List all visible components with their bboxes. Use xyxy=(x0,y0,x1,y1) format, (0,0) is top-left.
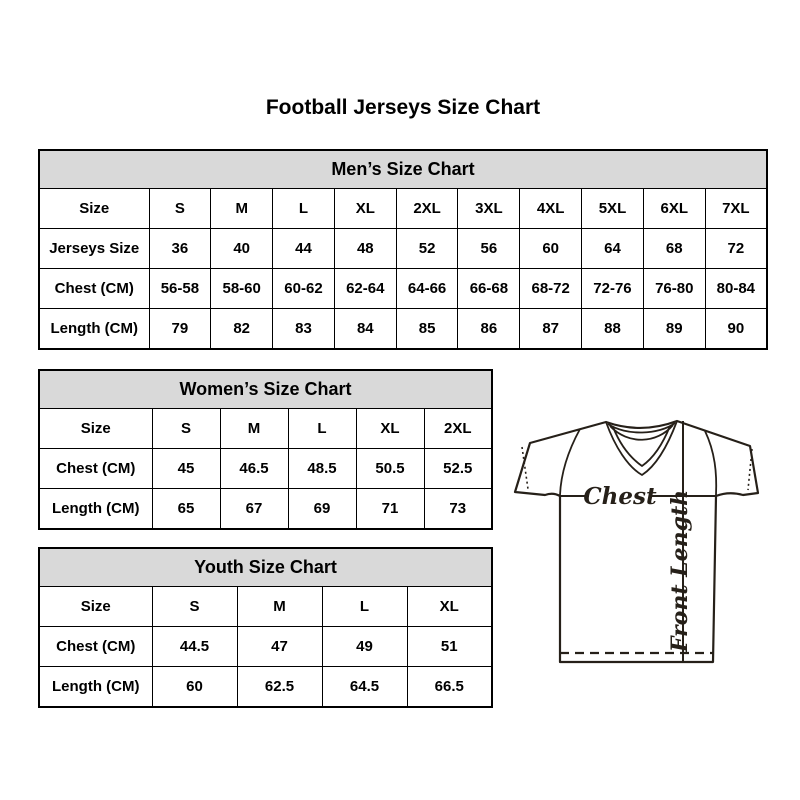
size-value: L xyxy=(322,587,407,627)
size-value: 45 xyxy=(152,449,220,489)
size-value: L xyxy=(273,189,335,229)
size-value: 66.5 xyxy=(407,667,492,708)
youth-size-table xyxy=(38,547,493,708)
table-row xyxy=(39,587,492,627)
size-value: 89 xyxy=(643,309,705,350)
size-value: 46.5 xyxy=(220,449,288,489)
table-row xyxy=(39,667,492,708)
table-row xyxy=(39,627,492,667)
table-header-row xyxy=(39,150,767,189)
row-label: Size xyxy=(39,409,152,449)
row-label: Chest (CM) xyxy=(39,627,152,667)
size-value: 56-58 xyxy=(149,269,211,309)
size-value: 2XL xyxy=(396,189,458,229)
size-value: 73 xyxy=(424,489,492,530)
size-value: 3XL xyxy=(458,189,520,229)
size-value: 6XL xyxy=(643,189,705,229)
size-value: 64-66 xyxy=(396,269,458,309)
table-title: Women’s Size Chart xyxy=(39,370,492,409)
size-value: 40 xyxy=(211,229,273,269)
size-value: 60 xyxy=(152,667,237,708)
front-length-label: Front Length xyxy=(667,489,693,653)
size-value: 52 xyxy=(396,229,458,269)
size-value: 2XL xyxy=(424,409,492,449)
size-value: 62-64 xyxy=(334,269,396,309)
size-value: 64.5 xyxy=(322,667,407,708)
table-row xyxy=(39,309,767,350)
size-value: L xyxy=(288,409,356,449)
table-row xyxy=(39,489,492,530)
row-label: Size xyxy=(39,189,149,229)
size-value: 62.5 xyxy=(237,667,322,708)
size-value: 64 xyxy=(582,229,644,269)
table-row xyxy=(39,409,492,449)
size-value: 49 xyxy=(322,627,407,667)
size-value: 79 xyxy=(149,309,211,350)
table-row xyxy=(39,189,767,229)
size-value: 68-72 xyxy=(520,269,582,309)
size-value: 60-62 xyxy=(273,269,335,309)
size-value: 86 xyxy=(458,309,520,350)
size-value: M xyxy=(211,189,273,229)
size-value: 69 xyxy=(288,489,356,530)
size-value: 56 xyxy=(458,229,520,269)
size-value: 48.5 xyxy=(288,449,356,489)
size-value: S xyxy=(152,587,237,627)
row-label: Length (CM) xyxy=(39,489,152,530)
size-value: 66-68 xyxy=(458,269,520,309)
size-value: 68 xyxy=(643,229,705,269)
size-value: S xyxy=(152,409,220,449)
size-value: 85 xyxy=(396,309,458,350)
size-value: 67 xyxy=(220,489,288,530)
size-value: 65 xyxy=(152,489,220,530)
size-value: 4XL xyxy=(520,189,582,229)
size-value: 58-60 xyxy=(211,269,273,309)
size-value: 71 xyxy=(356,489,424,530)
size-value: 36 xyxy=(149,229,211,269)
size-value: 51 xyxy=(407,627,492,667)
size-value: XL xyxy=(407,587,492,627)
row-label: Jerseys Size xyxy=(39,229,149,269)
size-value: XL xyxy=(334,189,396,229)
chest-label: Chest xyxy=(583,483,657,510)
size-value: 52.5 xyxy=(424,449,492,489)
size-value: 83 xyxy=(273,309,335,350)
size-value: 44.5 xyxy=(152,627,237,667)
row-label: Length (CM) xyxy=(39,309,149,350)
size-value: 5XL xyxy=(582,189,644,229)
size-value: 88 xyxy=(582,309,644,350)
row-label: Size xyxy=(39,587,152,627)
size-value: 72 xyxy=(705,229,767,269)
table-title: Men’s Size Chart xyxy=(39,150,767,189)
womens-size-table xyxy=(38,369,493,530)
table-row xyxy=(39,229,767,269)
table-title: Youth Size Chart xyxy=(39,548,492,587)
row-label: Chest (CM) xyxy=(39,269,149,309)
table-row xyxy=(39,269,767,309)
size-value: 90 xyxy=(705,309,767,350)
size-value: 60 xyxy=(520,229,582,269)
size-value: 47 xyxy=(237,627,322,667)
table-header-row xyxy=(39,548,492,587)
row-label: Chest (CM) xyxy=(39,449,152,489)
size-value: 44 xyxy=(273,229,335,269)
size-value: M xyxy=(220,409,288,449)
size-value: 72-76 xyxy=(582,269,644,309)
size-value: 48 xyxy=(334,229,396,269)
jersey-outline xyxy=(515,421,758,662)
size-value: XL xyxy=(356,409,424,449)
size-value: M xyxy=(237,587,322,627)
size-value: 84 xyxy=(334,309,396,350)
table-header-row xyxy=(39,370,492,409)
size-value: 76-80 xyxy=(643,269,705,309)
size-value: 50.5 xyxy=(356,449,424,489)
table-row xyxy=(39,449,492,489)
size-value: 87 xyxy=(520,309,582,350)
page-title: Football Jerseys Size Chart xyxy=(265,96,541,119)
mens-size-table xyxy=(38,149,768,350)
size-value: 82 xyxy=(211,309,273,350)
size-value: 80-84 xyxy=(705,269,767,309)
jersey-measurement-diagram xyxy=(505,415,767,677)
size-value: S xyxy=(149,189,211,229)
row-label: Length (CM) xyxy=(39,667,152,708)
size-value: 7XL xyxy=(705,189,767,229)
